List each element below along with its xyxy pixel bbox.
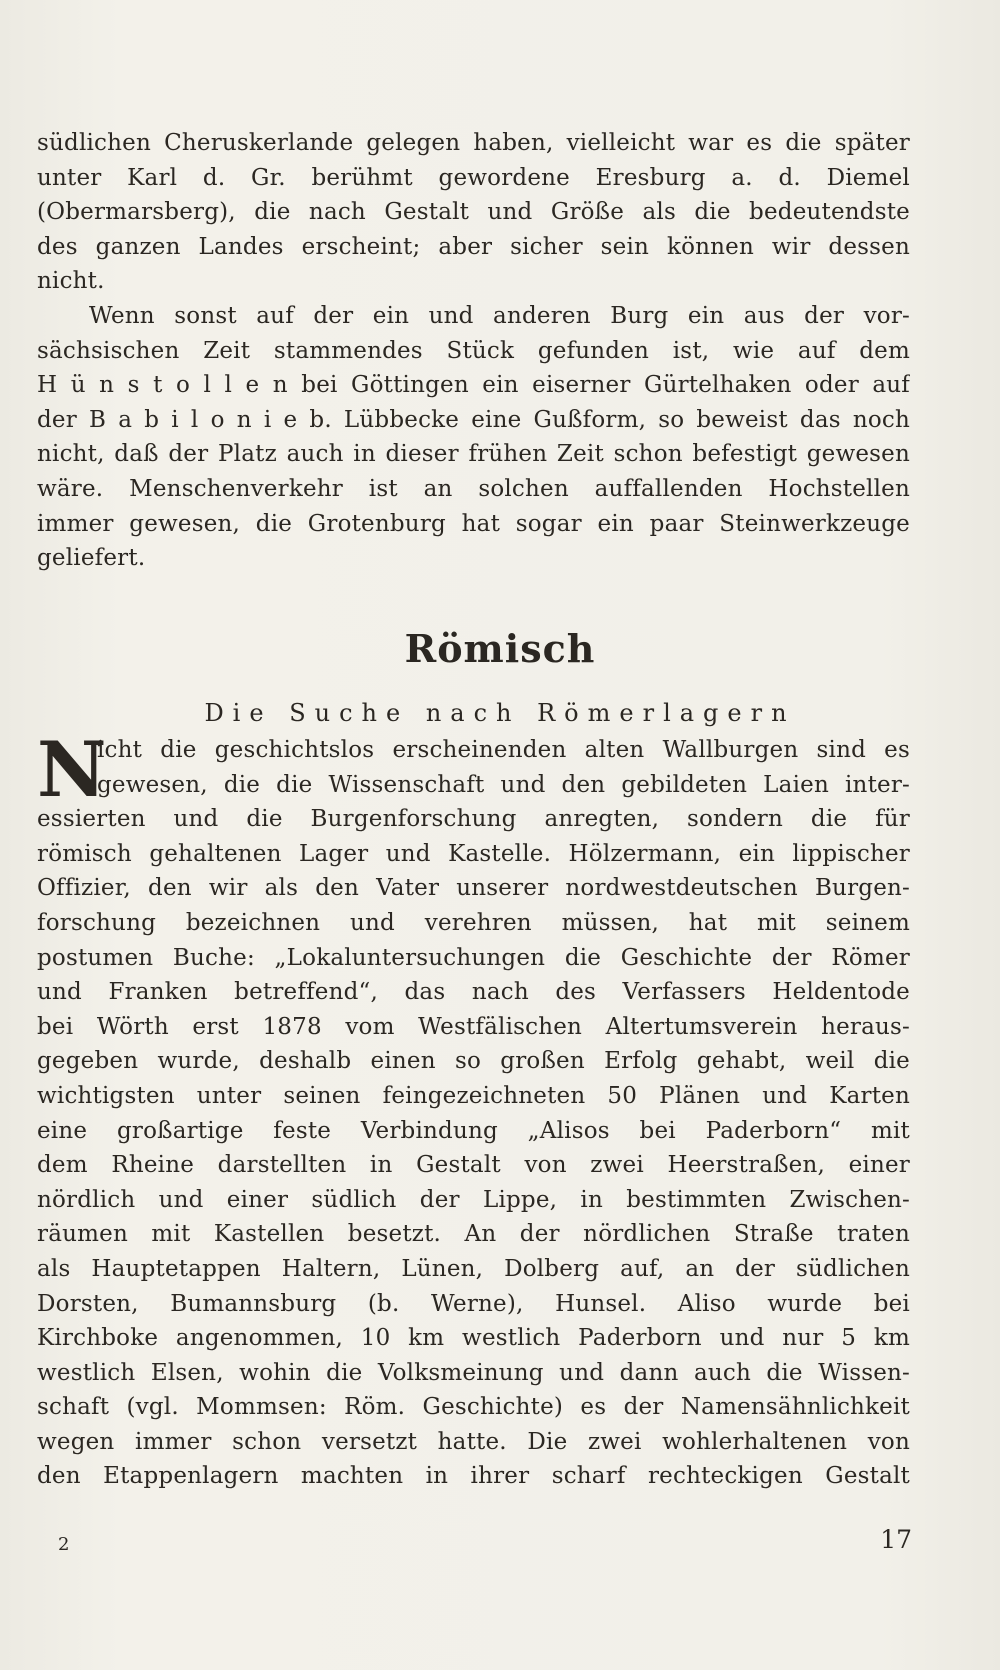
text-line: H ü n s t o l l e n bei Göttingen ein eiserner Gürtelhaken oder auf (37, 372, 910, 399)
section-heading: Römisch (404, 626, 596, 671)
sub-heading: Die Suche nach Römerlagern (204, 699, 796, 727)
text-line: den Etappenlagern machten in ihrer scharf rechteckigen Gestalt (37, 1463, 910, 1490)
text-line: wäre. Menschenverkehr ist an solchen auffallenden Hochstellen (37, 475, 910, 502)
text-line: bei Wörth erst 1878 vom Westfälischen Altertumsverein heraus- (37, 1013, 910, 1040)
text-line: postumen Buche: „Lokaluntersuchungen die Geschichte der Römer (37, 944, 910, 971)
text-line: nicht. (37, 268, 105, 295)
text-line: römisch gehaltenen Lager und Kastelle. Hölzermann, ein lippischer (37, 840, 910, 867)
text-line: (Obermarsberg), die nach Gestalt und Größe als die bedeutendste (37, 199, 910, 226)
signature-mark: 2 (58, 1534, 70, 1555)
text-line: icht die geschichtslos erscheinenden alten Wallburgen sind es (97, 737, 910, 763)
text-line: nicht, daß der Platz auch in dieser frühen Zeit schon befestigt gewesen (37, 441, 910, 468)
text-line: dem Rheine darstellten in Gestalt von zwei Heerstraßen, einer (37, 1152, 910, 1179)
text-line: gewesen, die die Wissenschaft und den gebildeten Laien inter- (97, 771, 910, 798)
paragraph-two (37, 299, 910, 576)
paragraph-one (37, 126, 910, 299)
text-line: Kirchboke angenommen, 10 km westlich Paderborn und nur 5 km (37, 1325, 910, 1352)
text-line: geliefert. (37, 545, 146, 572)
text-line: räumen mit Kastellen besetzt. An der nördlichen Straße traten (37, 1221, 910, 1248)
text-line: immer gewesen, die Grotenburg hat sogar ein paar Steinwerkzeuge (37, 510, 910, 537)
text-line: nördlich und einer südlich der Lippe, in bestimmten Zwischen- (37, 1186, 910, 1213)
text-line: Wenn sonst auf der ein und anderen Burg ein aus der vor- (89, 303, 910, 329)
text-line: südlichen Cheruskerlande gelegen haben, vielleicht war es die später (37, 130, 910, 156)
text-line: wegen immer schon versetzt hatte. Die zwei wohlerhaltenen von (37, 1428, 910, 1455)
text-line: unter Karl d. Gr. berühmt gewordene Eresburg a. d. Diemel (37, 164, 910, 191)
text-line: Offizier, den wir als den Vater unserer nordwestdeutschen Burgen- (37, 875, 910, 902)
text-line: der B a b i l o n i e b. Lübbecke eine Gußform, so beweist das noch (37, 406, 910, 433)
text-line: Dorsten, Bumannsburg (b. Werne), Hunsel. Aliso wurde bei (37, 1290, 910, 1317)
text-line: schaft (vgl. Mommsen: Röm. Geschichte) es der Namensähnlichkeit (37, 1394, 910, 1421)
text-line: forschung bezeichnen und verehren müssen, hat mit seinem (37, 909, 910, 936)
paragraph-three (37, 725, 910, 1494)
text-line: gegeben wurde, deshalb einen so großen Erfolg gehabt, weil die (37, 1048, 910, 1075)
drop-cap: N (37, 725, 107, 814)
text-line: sächsischen Zeit stammendes Stück gefunden ist, wie auf dem (37, 337, 910, 364)
text-line: westlich Elsen, wohin die Volksmeinung und dann auch die Wissen- (37, 1359, 910, 1386)
text-line: wichtigsten unter seinen feingezeichneten 50 Plänen und Karten (37, 1082, 910, 1109)
page-number: 17 (880, 1525, 912, 1554)
text-line: als Hauptetappen Haltern, Lünen, Dolberg auf, an der südlichen (37, 1255, 910, 1282)
text-line: des ganzen Landes erscheint; aber sicher sein können wir dessen (37, 233, 910, 260)
text-line: essierten und die Burgenforschung anregten, sondern die für (37, 806, 910, 833)
text-line: eine großartige feste Verbindung „Alisos bei Paderborn“ mit (37, 1117, 910, 1144)
text-line: und Franken betreffend“, das nach des Verfassers Heldentode (37, 979, 910, 1006)
